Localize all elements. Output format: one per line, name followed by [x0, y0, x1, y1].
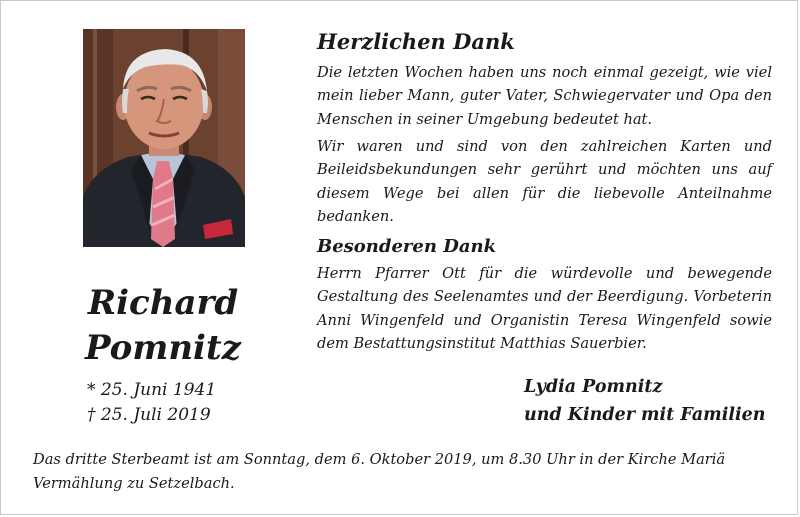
- deceased-last-name: Pomnitz: [85, 328, 241, 368]
- death-date: † 25. Juli 2019: [87, 405, 211, 425]
- special-thanks-paragraph: Herrn Pfarrer Ott für die würdevolle und bewegende Gestaltung des Seelenamtes und der Beerdigung. Vorbeterin Anni Wingenfeld und Organistin Teresa Wingenfeld sowie dem Bestattungsinstitut Matthias Sauerbier.: [317, 265, 772, 353]
- memorial-service-note: Das dritte Sterbeamt ist am Sonntag, dem 6. Oktober 2019, um 8.30 Uhr in der Kirche Mariä Vermählung zu Setzelbach.: [33, 451, 726, 492]
- thanks-paragraph-1: Die letzten Wochen haben uns noch einmal gezeigt, wie viel mein lieber Mann, guter Vater, Schwiegervater und Opa den Menschen in seiner Umgebung bedeutet hat.: [317, 64, 772, 128]
- birth-date: * 25. Juni 1941: [87, 380, 217, 400]
- special-thanks-heading: Besonderen Dank: [317, 236, 497, 257]
- thanks-paragraph-2: Wir waren und sind von den zahlreichen Karten und Beileidsbekundungen sehr gerührt und möchten uns auf diesem Wege bei allen für die liebevolle Anteilnahme bedanken.: [317, 138, 772, 226]
- signature-line-2: und Kinder mit Familien: [524, 405, 766, 425]
- portrait-photo: [83, 29, 245, 247]
- thanks-heading: Herzlichen Dank: [317, 29, 515, 54]
- deceased-first-name: Richard: [87, 283, 239, 323]
- signature-line-1: Lydia Pomnitz: [524, 377, 663, 397]
